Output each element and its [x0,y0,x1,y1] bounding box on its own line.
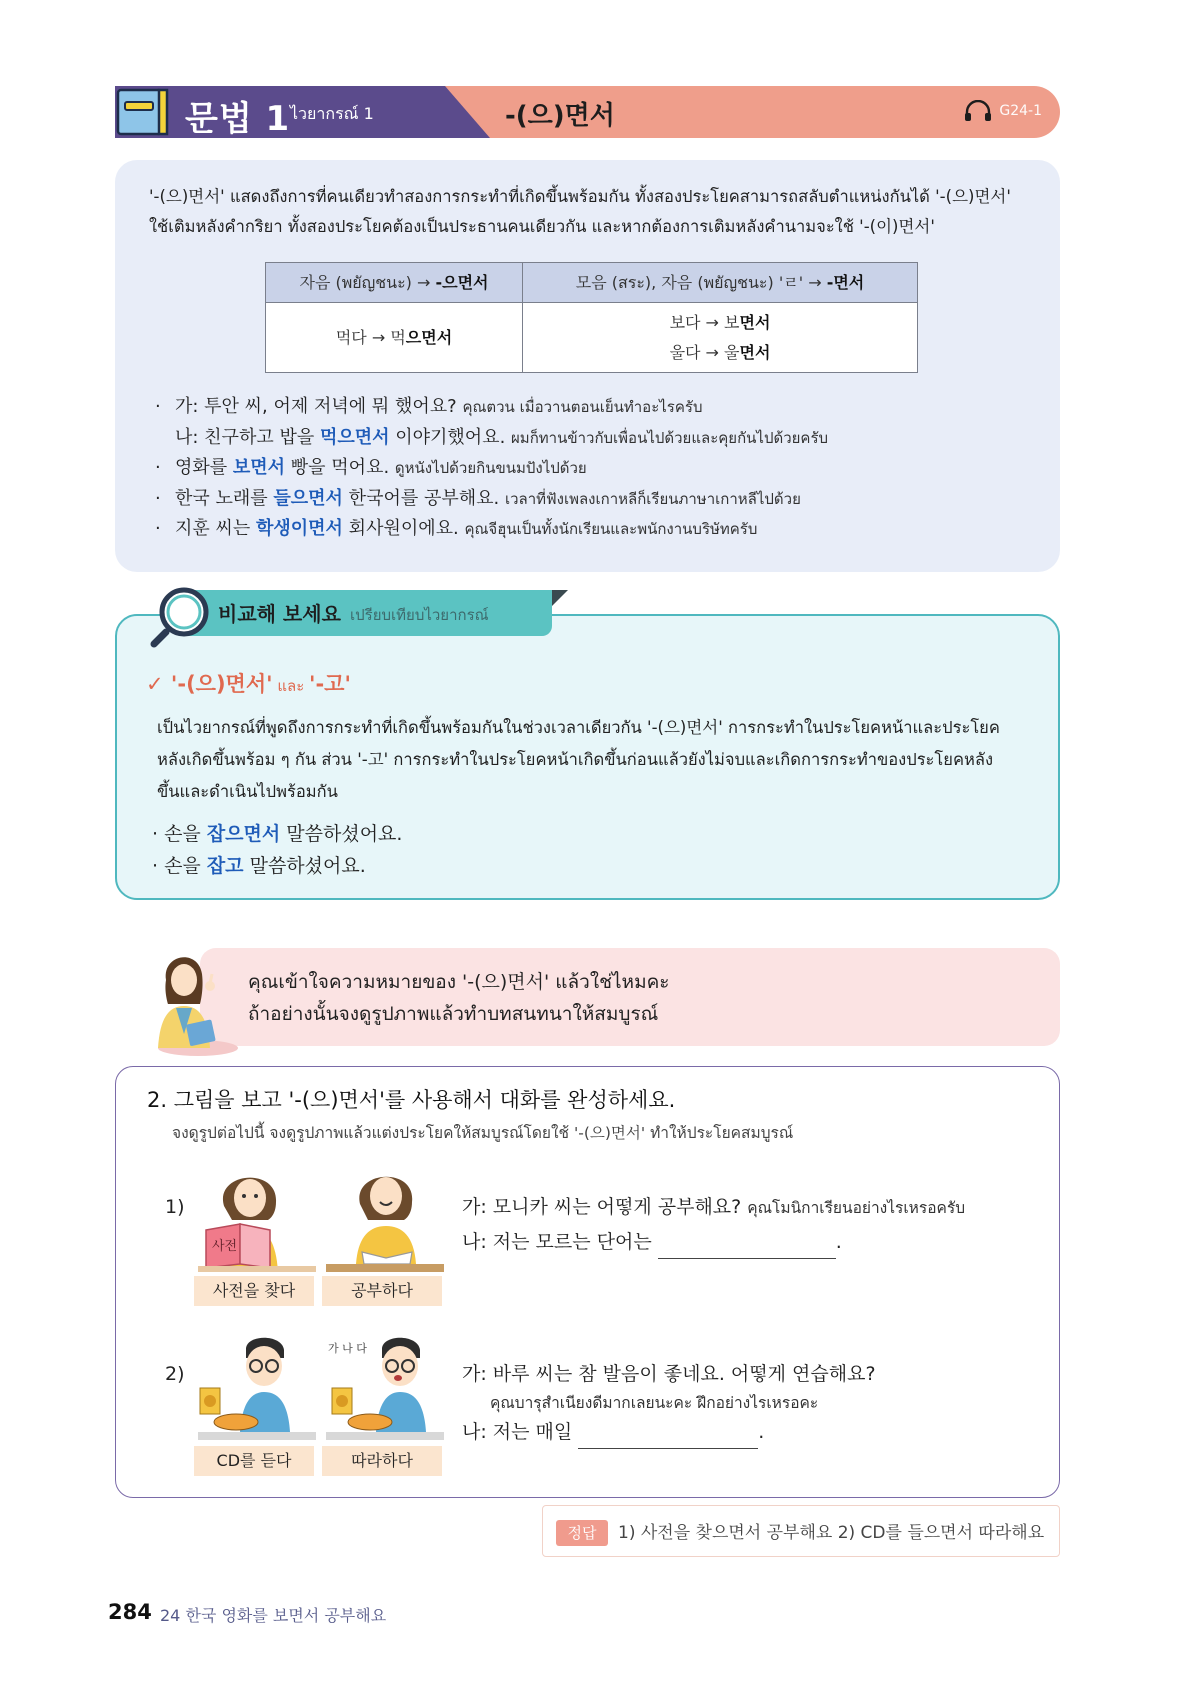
answer-blank[interactable] [658,1237,836,1259]
compare-line: เป็นไวยากรณ์ที่พูดถึงการกระทำที่เกิดขึ้นพร้อมกันในช่วงเวลาเดียวกัน '-(으)면서' การกระทำในประโยคหน้าและประโยค [157,718,1000,737]
item-number: 1) [165,1196,185,1218]
example-text: 한국어를 공부해요. [342,487,505,509]
picture-caption: 사전을 찾다 [194,1276,314,1306]
example-text: 지훈 씨는 [175,518,256,539]
compare-tab-title: 비교해 보세요 [218,602,341,626]
picture-caption: 공부하다 [322,1276,442,1306]
dialogue-translation: คุณบารุสำเนียงดีมากเลยนะคะ ฝึกอย่างไรเหรอคะ [490,1394,819,1412]
table-header-vowel [523,263,918,303]
grammar-description-line: '-(으)면서' แสดงถึงการที่คนเดียวทำสองการกระทำที่เกิดขึ้นพร้อมกัน ทั้งสองประโยคสามารถสลับตำแหน่งกันได้ '-(으)면서' [149,187,1011,206]
cell-ending: 면서 [739,342,771,362]
example-highlight: 잡고 [206,855,244,877]
table-header-ending: -면서 [826,272,865,292]
picture-caption: 따라하다 [322,1446,442,1476]
dialogue-text: 가: 모니카 씨는 어떻게 공부해요? [462,1196,748,1218]
book-cover-label: 사전 [212,1239,238,1254]
example-sentence: · 지훈 씨는 학생이면서 회사원이에요. คุณจีฮุนเป็นทั้งนักเรียนและพนักงานบริษัทครับ [155,518,758,539]
answer-blank[interactable] [578,1427,758,1449]
example-sentence [155,423,828,454]
page-number: 284 [108,1600,152,1624]
cell-ending: 으면서 [405,327,453,347]
man-listening-cd-illustration [198,1328,316,1440]
example-sentence: · 가: 투안 씨, 어제 저녁에 뭐 했어요? คุณตวน เมื่อวานตอนเย็นทำอะไรครับ [155,396,703,417]
example-text: 말씀하셨어요. [243,855,366,877]
example-text: 영화를 [175,457,233,478]
table-header-consonant [266,263,523,303]
compare-tab-subtitle: เปรียบเทียบไวยากรณ์ [350,606,489,624]
audio-track[interactable] [963,100,1042,122]
example-translation: คุณจีฮุนเป็นทั้งนักเรียนและพนักงานบริษัทครับ [464,520,758,538]
cell-ending: 면서 [739,312,771,332]
speech-text: 가 나 다 [328,1342,367,1355]
prompt-line: ถ้าอย่างนั้นจงดูรูปภาพแล้วทำบทสนทนาให้สมบูรณ์ [248,1003,659,1025]
example-sentence: · 영화를 보면서 빵을 먹어요. ดูหนังไปด้วยกินขนมปังไปด้วย [155,457,587,478]
answer-text: 1) 사전을 찾으면서 공부해요 2) CD를 들으면서 따라해요 [618,1523,1045,1543]
compare-line: หลังเกิดขึ้นพร้อม ๆ กัน ส่วน '-고' การกระทำในประโยคหน้าเกิดขึ้นก่อนแล้วยังไม่จบและเกิดการกระทำของประโยคหลัง [157,750,994,769]
cell-text: 울다 → 울 [669,342,740,362]
tab-fold [552,590,568,606]
table-cell [523,303,918,373]
conjugation-table [265,262,918,373]
compare-heading-a: '-(으)면서' [170,672,273,696]
example-text: 이야기했어요. [389,426,512,448]
compare-example [152,818,402,850]
table-cell [266,303,523,373]
table-header-text: 자음 (พยัญชนะ) → [299,272,436,292]
example-highlight: 보면서 [232,457,286,478]
example-text: 가: 투안 씨, 어제 저녁에 뭐 했어요? [175,396,463,417]
chapter-title: 24 한국 영화를 보면서 공부해요 [160,1606,387,1625]
compare-heading-and: และ [272,677,310,695]
example-translation: คุณตวน เมื่อวานตอนเย็นทำอะไรครับ [462,398,703,416]
example-sentence-list [155,392,828,545]
book-icon [115,86,171,138]
example-translation: ดูหนังไปด้วยกินขนมปังไปด้วย [394,459,587,477]
example-text: 나: 친구하고 밥을 [175,426,320,448]
example-text: 회사원이에요. [342,518,465,539]
compare-line: ขึ้นและดำเนินไปพร้อมกัน [157,782,338,801]
cell-text: 보다 → 보 [669,312,740,332]
dialogue-line [462,1225,965,1259]
man-repeating-cd-illustration [326,1328,444,1440]
example-highlight: 먹으면서 [319,426,390,448]
example-highlight: 잡으면서 [206,823,281,845]
exercise-subtitle: จงดูรูปต่อไปนี้ จงดูรูปภาพแล้วแต่งประโยคให้สมบูรณ์โดยใช้ '-(으)면서' ทำให้ประโยคสมบูรณ์ [172,1124,794,1142]
magnifier-icon [150,586,210,648]
item-number: 2) [165,1363,185,1385]
header-title: 문법 1 [185,99,291,139]
dialogue-line [462,1190,965,1225]
example-text: · 손을 [152,855,207,877]
dialogue-1 [462,1190,965,1259]
compare-example [152,850,402,882]
compare-examples [152,818,402,882]
grammar-description [149,182,1029,242]
grammar-description-line: ใช้เติมหลังคำกริยา ทั้งสองประโยคต้องเป็นประธานคนเดียวกัน และหากต้องการเติมหลังคำนามจะใช้ '-(이)면서' [149,217,935,236]
headphones-icon[interactable] [963,100,993,122]
answer-badge: 정답 [556,1520,608,1546]
example-text: 말씀하셨어요. [280,823,403,845]
check-icon: ✓ [146,672,164,696]
woman-reading-dictionary-illustration [198,1160,316,1272]
dialogue-text: 나: 저는 모르는 단어는 [462,1231,658,1253]
teacher-prompt-text [248,966,670,1030]
example-text: 빵을 먹어요. [285,457,395,478]
compare-explanation [157,712,1037,808]
woman-studying-illustration [326,1160,444,1272]
example-highlight: 학생이면서 [256,518,343,539]
example-text: 한국 노래를 [175,487,274,509]
grammar-header [115,86,1060,138]
dialogue-text: 나: 저는 매일 [462,1421,579,1443]
cell-text: 먹다 → 먹 [335,327,406,347]
compare-heading-b: '-고' [309,672,351,696]
header-topic: -(으)면서 [505,101,615,131]
dialogue-text: . [835,1231,842,1253]
header-subtitle: ไวยากรณ์ 1 [290,104,374,123]
prompt-line: คุณเข้าใจความหมายของ '-(으)면서' แล้วใช่ไหมคะ [248,971,670,993]
compare-heading [146,668,351,698]
dialogue-2 [462,1357,876,1449]
teacher-illustration [140,944,240,1056]
example-sentence: · 한국 노래를 들으면서 한국어를 공부해요. เวลาที่ฟังเพลงเกาหลีก็เรียนภาษาเกาหลีไปด้วย [155,487,801,509]
exercise-title: 2. 그림을 보고 '-(으)면서'를 사용해서 대화를 완성하세요. [147,1088,676,1112]
example-highlight: 들으면서 [273,487,343,509]
grammar-explanation-box [115,160,1060,572]
example-translation: ผมก็ทานข้าวกับเพื่อนไปด้วยและคุยกันไปด้วยครับ [511,428,829,447]
table-header-text: 모음 (สระ), 자음 (พยัญชนะ) 'ㄹ' → [575,272,827,292]
picture-caption: CD를 듣다 [194,1446,314,1476]
audio-code: G24-1 [999,103,1042,119]
dialogue-translation: คุณโมนิกาเรียนอย่างไรเหรอครับ [747,1199,966,1217]
dialogue-line: 가: 바루 씨는 참 발음이 좋네요. 어떻게 연습해요? [462,1363,876,1385]
dialogue-text: . [758,1421,765,1443]
example-text: · 손을 [152,823,207,845]
example-translation: เวลาที่ฟังเพลงเกาหลีก็เรียนภาษาเกาหลีไปด้วย [504,489,801,508]
table-header-ending: -으면서 [435,272,489,292]
dialogue-line [462,1415,876,1449]
